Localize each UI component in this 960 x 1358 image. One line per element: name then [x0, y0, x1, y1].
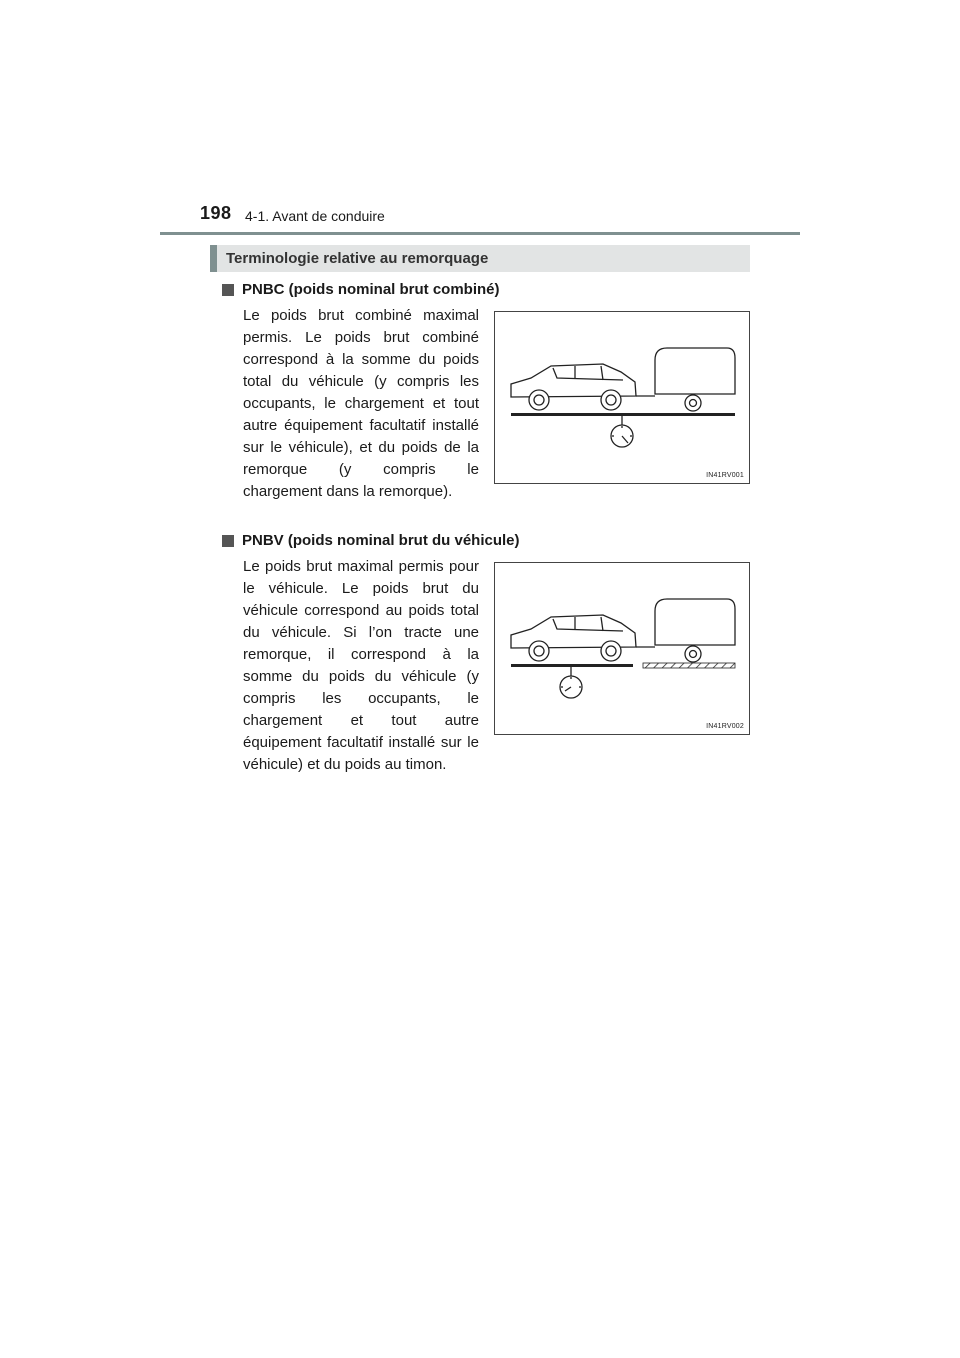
- car-trailer-scale-illustration: [495, 563, 749, 734]
- item-body-pnbv: Le poids brut maximal permis pour le véhicule. Le poids brut du véhicule correspond au poids total du véhicule. Si l’on tracte une remorque, il correspond à la somme du poids du véhicule (y compris les occupants, le chargement et tout autre équipement facultatif installé sur le véhicule) et du poids au timon.: [243, 558, 479, 773]
- car-trailer-scale-illustration: [495, 312, 749, 483]
- page-number: 198: [200, 203, 232, 223]
- section-title-bar: [210, 245, 750, 272]
- item-heading-text: PNBC (poids nominal brut combiné): [242, 281, 500, 298]
- bullet-square-icon: [222, 284, 234, 296]
- figure-code: IN41RV002: [706, 723, 744, 730]
- figure-pnbc: [494, 311, 750, 484]
- item-heading-pnbc: [222, 281, 500, 298]
- section-reference: 4-1. Avant de conduire: [245, 208, 385, 224]
- item-body-pnbc: Le poids brut combiné maximal permis. Le poids brut combiné correspond à la somme du poids total du véhicule (y compris les occupants, le chargement et tout autre équipement facultatif installé sur le véhicule), et du poids de la remorque (y compris le chargement dans la remorque).: [243, 307, 479, 500]
- section-title: Terminologie relative au remorquage: [226, 250, 489, 267]
- bullet-square-icon: [222, 535, 234, 547]
- figure-code: IN41RV001: [706, 472, 744, 479]
- figure-pnbv: [494, 562, 750, 735]
- section-accent: [210, 245, 217, 272]
- item-heading-text: PNBV (poids nominal brut du véhicule): [242, 532, 520, 549]
- item-heading-pnbv: [222, 532, 520, 549]
- header-rule: [160, 232, 800, 235]
